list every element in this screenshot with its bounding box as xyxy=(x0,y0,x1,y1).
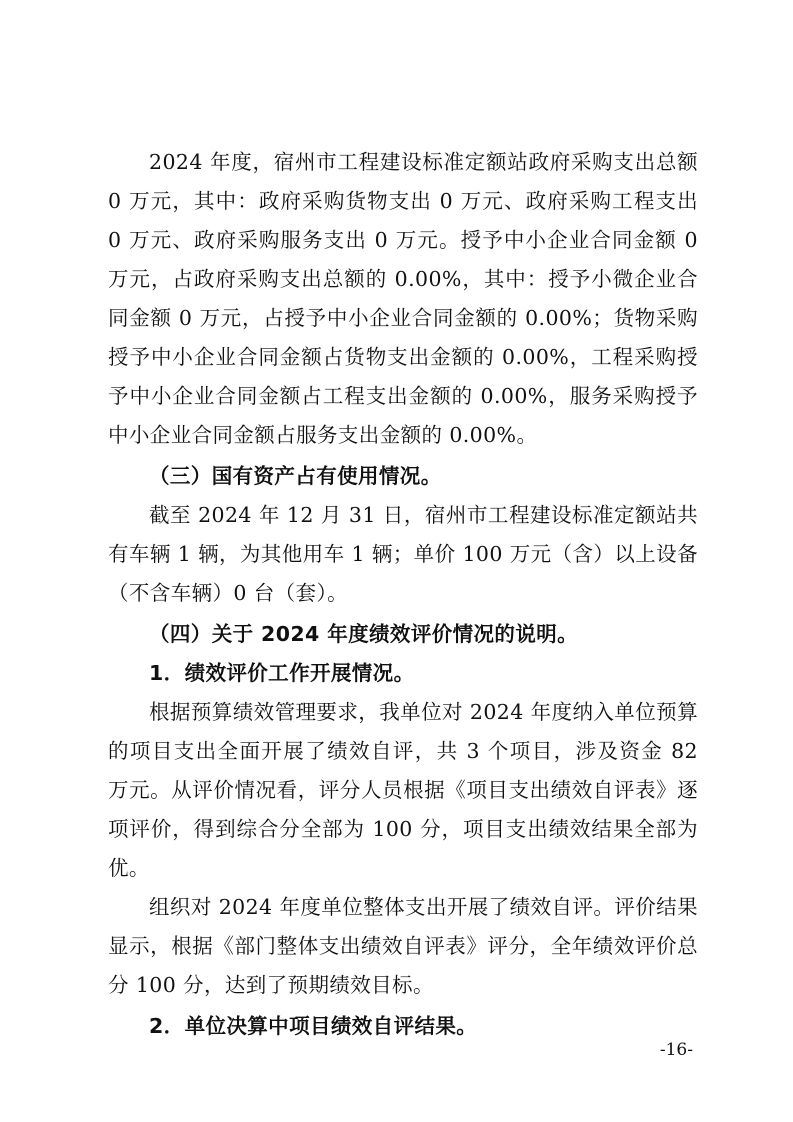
paragraph-evaluation-overall: 组织对 2024 年度单位整体支出开展了绩效自评。评价结果显示，根据《部门整体支出绩效自评表》评分，全年绩效评价总分 100 分，达到了预期绩效目标。 xyxy=(108,895,698,997)
heading-project-results: 2．单位决算中项目绩效自评结果。 xyxy=(149,1014,478,1038)
paragraph-evaluation-projects: 根据预算绩效管理要求，我单位对 2024 年度纳入单位预算的项目支出全面开展了绩效自评，共 3 个项目，涉及资金 82 万元。从评价情况看，评分人员根据《项目支出绩效自评表》逐项评价，得到综合分全部为 100 分，项目支出绩效结果全部为优。 xyxy=(108,700,698,880)
heading-evaluation-work: 1．绩效评价工作开展情况。 xyxy=(149,661,415,685)
paragraph-procurement: 2024 年度，宿州市工程建设标准定额站政府采购支出总额 0 万元，其中：政府采购货物支出 0 万元、政府采购工程支出 0 万元、政府采购服务支出 0 万元。授予中小企业合同金额 0 万元，占政府采购支出总额的 0.00%，其中：授予小微企业合同金额 0 万元，占授予中小企业合同金额的 0.00%；货物采购授予中小企业合同金额占货物支出金额的 0.00%，工程采购授予中小企业合同金额占工程支出金额的 0.00%，服务采购授予中小企业合同金额占服务支出金额的 0.00%。 xyxy=(108,150,698,447)
paragraph-assets: 截至 2024 年 12 月 31 日，宿州市工程建设标准定额站共有车辆 1 辆，为其他用车 1 辆；单价 100 万元（含）以上设备（不含车辆）0 台（套）。 xyxy=(108,503,698,605)
heading-state-assets: （三）国有资产占有使用情况。 xyxy=(149,464,442,488)
heading-performance-evaluation: （四）关于 2024 年度绩效评价情况的说明。 xyxy=(149,622,579,646)
document-body xyxy=(108,143,698,1046)
page-number: -16- xyxy=(659,1040,693,1060)
